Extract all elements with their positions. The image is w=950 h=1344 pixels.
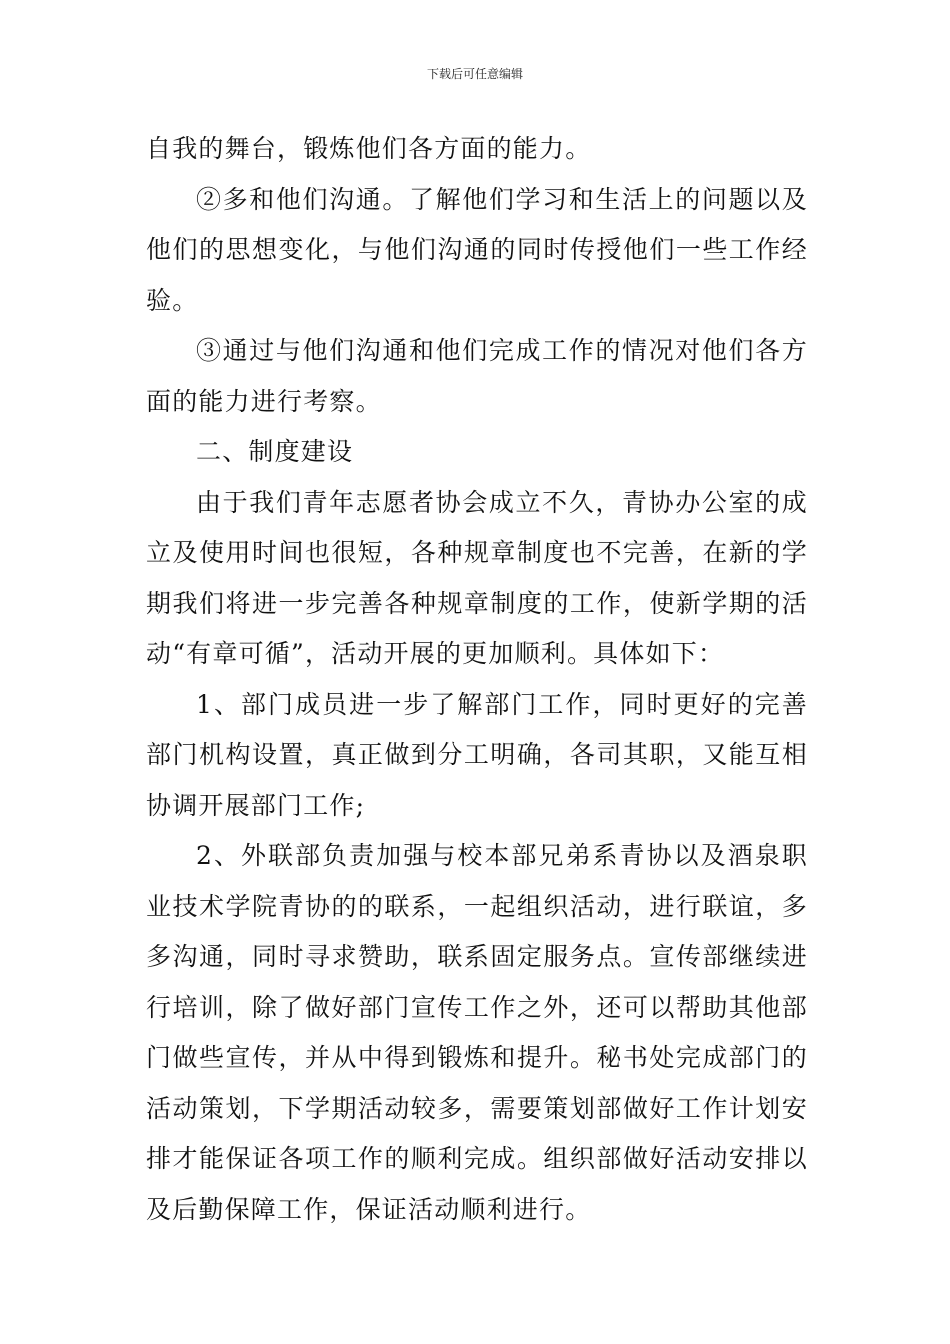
section-heading: 二、制度建设 [196, 437, 354, 466]
paragraph-item-3: ③通过与他们沟通和他们完成工作的情况对他们各方面的能力进行考察。 [146, 336, 808, 416]
paragraph-item-2: ②多和他们沟通。了解他们学习和生活上的问题以及他们的思想变化，与他们沟通的同时传授他们一些工作经验。 [146, 184, 808, 315]
paragraph-point-1: 1、部门成员进一步了解部门工作，同时更好的完善部门机构设置，真正做到分工明确，各司其职，又能互相协调开展部门工作; [146, 689, 808, 820]
paragraph-intro: 由于我们青年志愿者协会成立不久，青协办公室的成立及使用时间也很短，各种规章制度也不完善，在新的学期我们将进一步完善各种规章制度的工作，使新学期的活动“有章可循”，活动开展的更加顺利。具体如下： [146, 487, 808, 668]
paragraph-point-2: 2、外联部负责加强与校本部兄弟系青协以及酒泉职业技术学院青协的的联系，一起组织活动，进行联谊，多多沟通，同时寻求赞助，联系固定服务点。宣传部继续进行培训，除了做好部门宣传工作之外，还可以帮助其他部门做些宣传，并从中得到锻炼和提升。秘书处完成部门的活动策划，下学期活动较多，需要策划部做好工作计划安排才能保证各项工作的顺利完成。组织部做好活动安排以及后勤保障工作，保证活动顺利进行。 [146, 841, 808, 1224]
paragraph-continuation: 自我的舞台，锻炼他们各方面的能力。 [146, 134, 592, 163]
page-header: 下载后可任意编辑 [426, 67, 523, 81]
document-body [146, 124, 808, 1235]
